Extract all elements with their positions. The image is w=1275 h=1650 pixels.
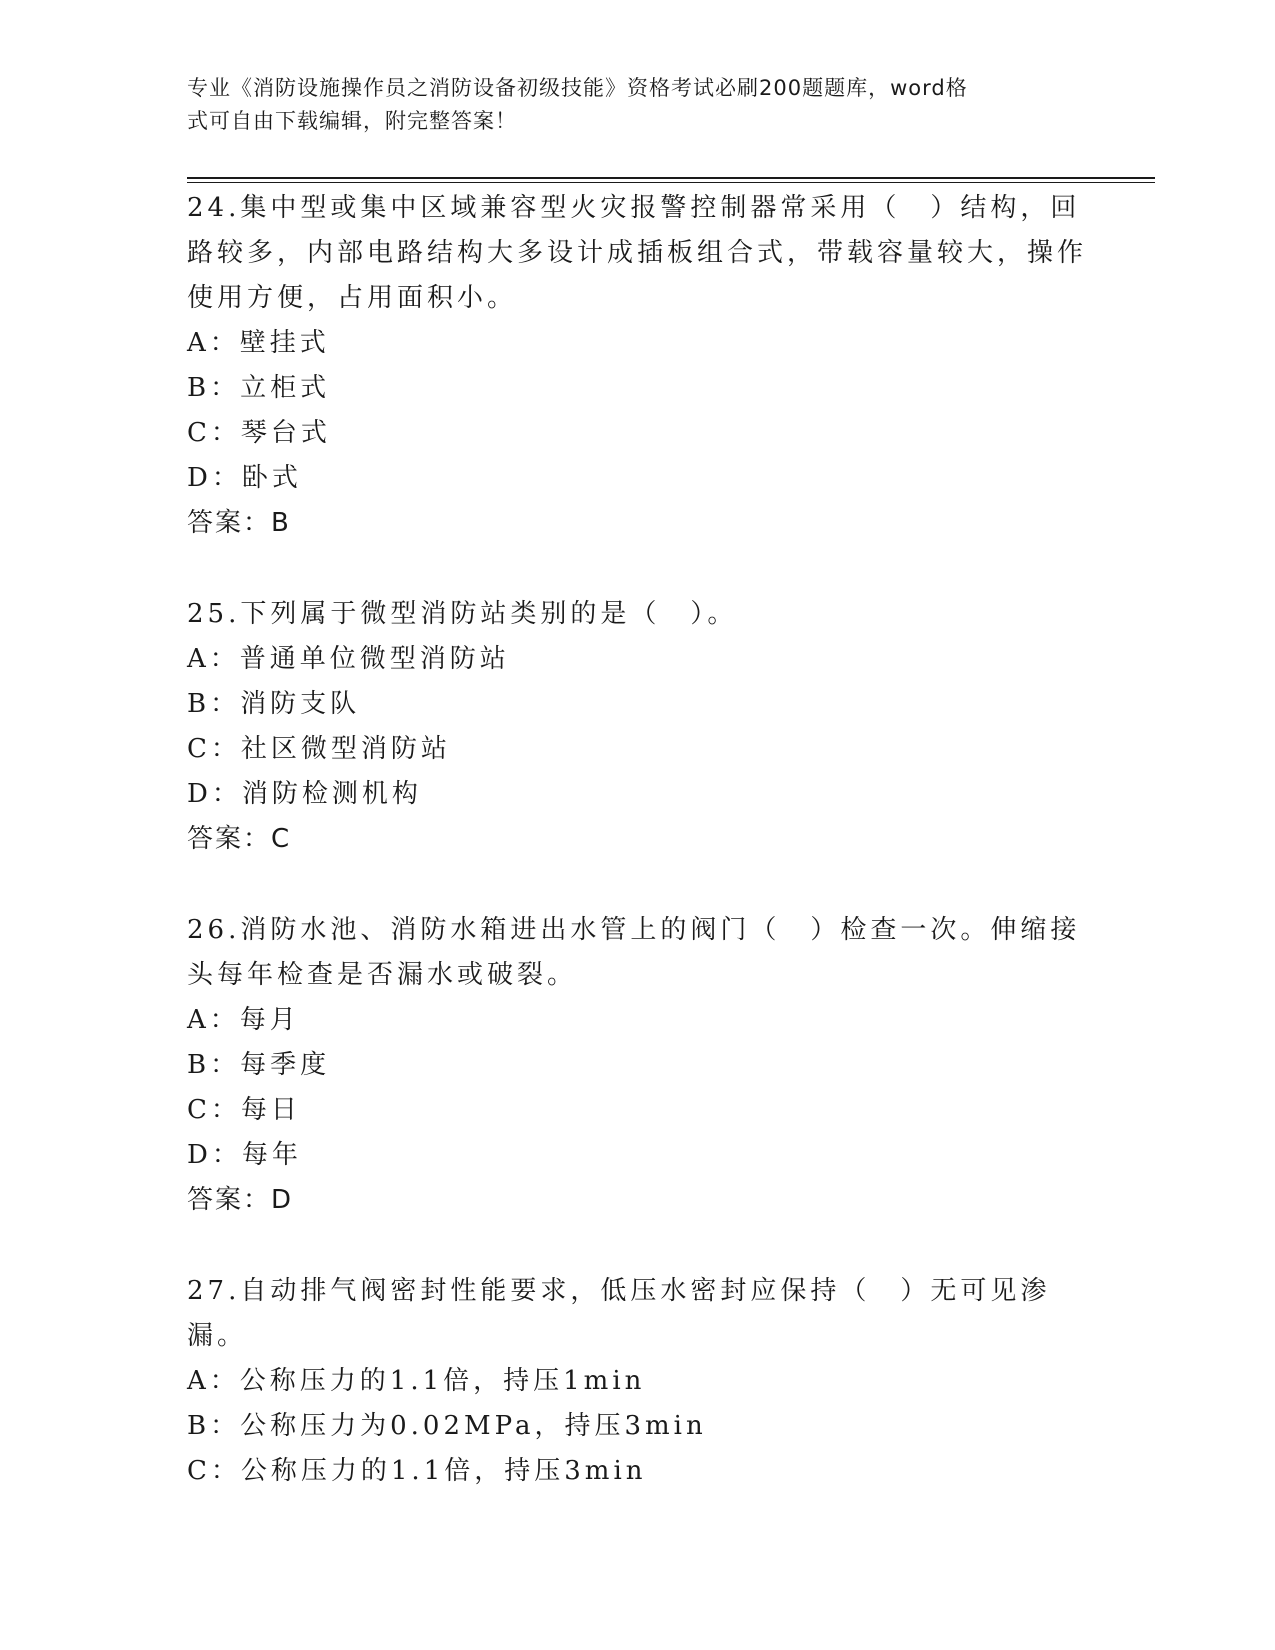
option-c: C：社区微型消防站 [187, 734, 451, 764]
answer: 答案：B [187, 508, 291, 538]
option-d: D：消防检测机构 [187, 779, 422, 809]
question-25 [187, 592, 1087, 862]
header-line-2: 式可自由下载编辑，附完整答案！ [187, 109, 517, 133]
header-divider-thick [187, 177, 1155, 179]
option-c: C：公称压力的1.1倍，持压3min [187, 1456, 647, 1486]
question-stem: 25.下列属于微型消防站类别的是（ ）。 [187, 599, 738, 629]
option-c: C：每日 [187, 1095, 301, 1125]
option-b: B：每季度 [187, 1050, 331, 1080]
question-24 [187, 186, 1087, 546]
option-b: B：公称压力为0.02MPa，持压3min [187, 1411, 707, 1441]
header-line-1: 专业《消防设施操作员之消防设备初级技能》资格考试必刷200题题库，word格 [187, 76, 968, 100]
question-27 [187, 1269, 1087, 1494]
question-26 [187, 908, 1087, 1223]
answer: 答案：C [187, 824, 292, 854]
option-a: A：普通单位微型消防站 [187, 644, 510, 674]
question-stem: 26.消防水池、消防水箱进出水管上的阀门（ ）检查一次。伸缩接头每年检查是否漏水或破裂。 [187, 915, 1081, 990]
option-a: A：壁挂式 [187, 328, 330, 358]
option-c: C：琴台式 [187, 418, 331, 448]
header-divider-thin [187, 182, 1155, 183]
option-a: A：每月 [187, 1005, 300, 1035]
option-d: D：卧式 [187, 463, 302, 493]
answer: 答案：D [187, 1185, 294, 1215]
option-b: B：消防支队 [187, 689, 361, 719]
option-a: A：公称压力的1.1倍，持压1min [187, 1366, 646, 1396]
question-stem: 27.自动排气阀密封性能要求，低压水密封应保持（ ）无可见渗漏。 [187, 1276, 1051, 1351]
document-header [187, 72, 1077, 138]
option-b: B：立柜式 [187, 373, 331, 403]
question-list [187, 186, 1087, 1540]
option-d: D：每年 [187, 1140, 302, 1170]
question-stem: 24.集中型或集中区域兼容型火灾报警控制器常采用（ ）结构，回路较多，内部电路结构大多设计成插板组合式，带载容量较大，操作使用方便，占用面积小。 [187, 193, 1088, 313]
